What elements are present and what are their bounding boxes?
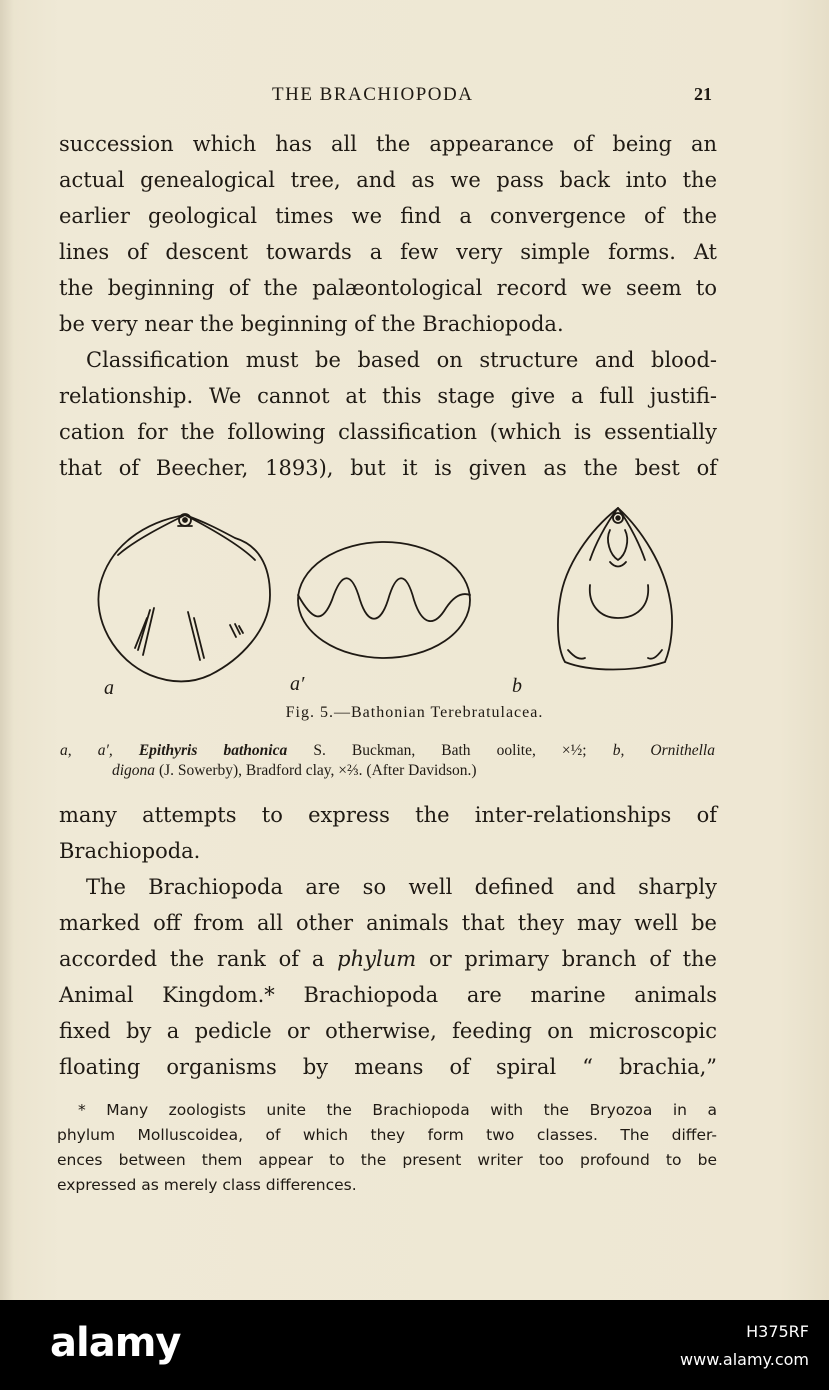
footnote-line: * Many zoologists unite the Brachiopoda with the Bryozoa in a xyxy=(78,1101,717,1119)
watermark-url: www.alamy.com xyxy=(680,1350,809,1369)
shell-b-drawing xyxy=(558,508,672,670)
figure-label-a: a xyxy=(104,677,114,699)
footnote-line: expressed as merely class differences. xyxy=(57,1176,357,1194)
body-line: Brachiopoda. xyxy=(59,839,201,863)
page-number: 21 xyxy=(694,84,712,104)
figure-caption: Fig. 5.—Bathonian Terebratulacea. xyxy=(285,704,544,721)
running-header xyxy=(0,84,829,110)
watermark-bar xyxy=(0,1300,829,1390)
desc-species: Ornithella xyxy=(650,742,715,759)
body-line: actual genealogical tree, and as we pass back into the xyxy=(59,168,717,192)
body-line: floating organisms by means of spiral “ brachia,” xyxy=(59,1055,717,1079)
body-line: relationship. We cannot at this stage give a full justifi- xyxy=(59,384,717,408)
figure-description-line xyxy=(112,761,632,781)
image-code: H375RF xyxy=(746,1322,809,1341)
footnote-line: phylum Molluscoidea, of which they form two classes. The differ- xyxy=(57,1126,717,1144)
body-text: accorded the rank of a xyxy=(59,947,325,971)
body-line: earlier geological times we find a convergence of the xyxy=(59,204,717,228)
desc-part: a, a′, xyxy=(60,742,113,759)
desc-part: S. Buckman, Bath oolite, ×½; xyxy=(313,742,587,759)
body-line: the beginning of the palæontological record we seem to xyxy=(59,276,717,300)
body-line: succession which has all the appearance of being an xyxy=(59,132,717,156)
desc-part: (J. Sowerby), Bradford clay, ×⅔. (After Davidson.) xyxy=(158,762,477,779)
alamy-logo: alamy xyxy=(50,1320,181,1366)
body-line: marked off from all other animals that they may well be xyxy=(59,911,717,935)
figure-label-a-prime: a′ xyxy=(290,673,305,695)
body-line: many attempts to express the inter-relationships of xyxy=(59,803,717,827)
body-line: that of Beecher, 1893), but it is given as the best of xyxy=(59,456,717,480)
body-line: Classification must be based on structure and blood- xyxy=(86,348,717,372)
brachiopod-figure xyxy=(90,500,690,700)
body-line: The Brachiopoda are so well defined and sharply xyxy=(86,875,717,899)
body-text: or primary branch of the xyxy=(428,947,717,971)
body-line: be very near the beginning of the Brachiopoda. xyxy=(59,312,564,336)
emphasis-phylum: phylum xyxy=(337,947,417,971)
footnote-line: ences between them appear to the present writer too profound to be xyxy=(57,1151,717,1169)
shell-a-prime-drawing xyxy=(298,542,470,658)
desc-species: digona xyxy=(112,762,156,779)
body-line xyxy=(59,946,717,972)
figure-description-line xyxy=(60,741,715,761)
body-line: fixed by a pedicle or otherwise, feeding on microscopic xyxy=(59,1019,717,1043)
shell-a-drawing xyxy=(98,514,270,681)
figure-label-b: b xyxy=(512,675,522,697)
desc-part: b, xyxy=(612,742,625,759)
body-line: lines of descent towards a few very simple forms. At xyxy=(59,240,717,264)
body-line: Animal Kingdom.* Brachiopoda are marine animals xyxy=(59,983,717,1007)
body-line: cation for the following classification (which is essentially xyxy=(59,420,717,444)
running-title: THE BRACHIOPODA xyxy=(272,84,474,105)
desc-species: Epithyris bathonica xyxy=(138,742,288,759)
